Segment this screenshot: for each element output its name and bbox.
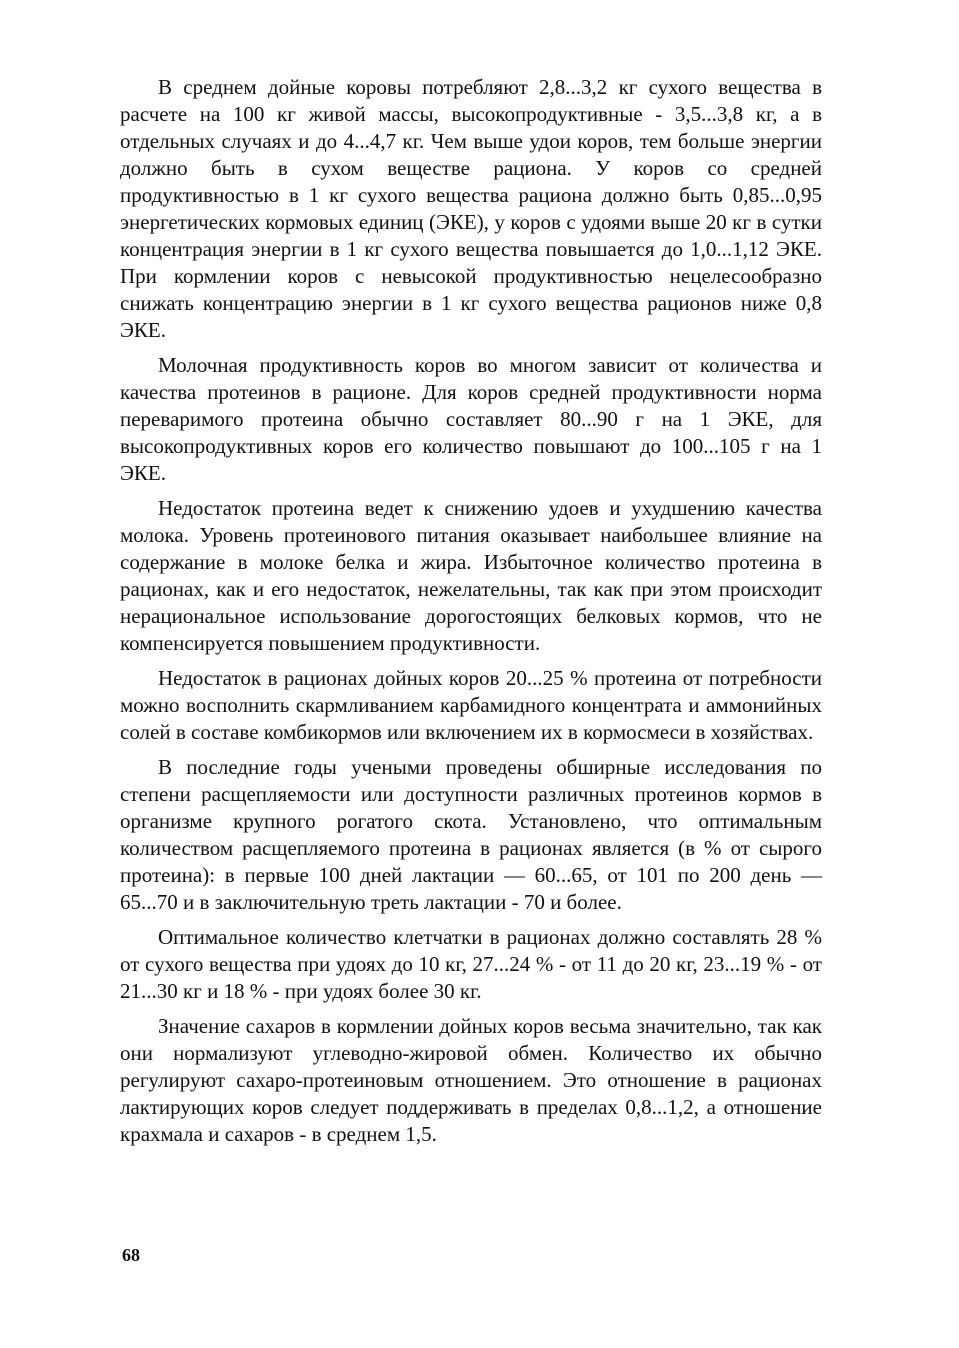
paragraph-dry-matter: В среднем дойные коровы потребляют 2,8...3,2 кг сухого вещества в расчете на 100 кг живой массы, высокопродуктивные - 3,5...3,8 кг, а в отдельных случаях и до 4...4,7 кг. Чем выше удои коров, тем больше энергии должно быть в сухом веществе рациона. У коров со средней продуктивностью в 1 кг сухого вещества рациона должно быть 0,85...0,95 энергетических кормовых единиц (ЭКЕ), у коров с удоями выше 20 кг в сутки концентрация энергии в 1 кг сухого вещества повышается до 1,0...1,12 ЭКЕ. При кормлении коров с невысокой продуктивностью нецелесообразно снижать концентрацию энергии в 1 кг сухого вещества рационов ниже 0,8 ЭКЕ. [120,75,822,342]
paragraph-protein-deficit: Недостаток протеина ведет к снижению удоев и ухудшению качества молока. Уровень протеинового питания оказывает наибольшее влияние на содержание в молоке белка и жира. Избыточное количество протеина в рационах, как и его недостаток, нежелательны, так как при этом происходит нерациональное использование дорогостоящих белковых кормов, что не компенсируется повышением продуктивности. [120,496,822,655]
paragraph-protein-norm: Молочная продуктивность коров во многом зависит от количества и качества протеинов в рационе. Для коров средней продуктивности норма переваримого протеина обычно составляет 80...90 г на 1 ЭКЕ, для высокопродуктивных коров его количество повышают до 100...105 г на 1 ЭКЕ. [120,353,822,485]
paragraph-degradability: В последние годы учеными проведены обширные исследования по степени расщепляемости или доступности различных протеинов кормов в организме крупного рогатого скота. Установлено, что оптимальным количеством расщепляемого протеина в рационах является (в % от сырого протеина): в первые 100 дней лактации — 60...65, от 101 по 200 день — 65...70 и в заключительную треть лактации - 70 и более. [120,755,822,914]
paragraph-carbamide: Недостаток в рационах дойных коров 20...25 % протеина от потребности можно восполнить скармливанием карбамидного концентрата и аммонийных солей в составе комбикормов или включением их в кормосмеси в хозяйствах. [120,666,822,744]
body-text [120,74,822,1156]
paragraph-fiber: Оптимальное количество клетчатки в рационах должно составлять 28 % от сухого вещества при удоях до 10 кг, 27...24 % - от 11 до 20 кг, 23...19 % - от 21...30 кг и 18 % - при удоях более 30 кг. [120,925,822,1003]
paragraph-sugars: Значение сахаров в кормлении дойных коров весьма значительно, так как они нормализуют углеводно-жировой обмен. Количество их обычно регулируют сахаро-протеиновым отношением. Это отношение в рационах лактирующих коров следует поддерживать в пределах 0,8...1,2, а отношение крахмала и сахаров - в среднем 1,5. [120,1014,822,1146]
page-number: 68 [122,1245,140,1265]
